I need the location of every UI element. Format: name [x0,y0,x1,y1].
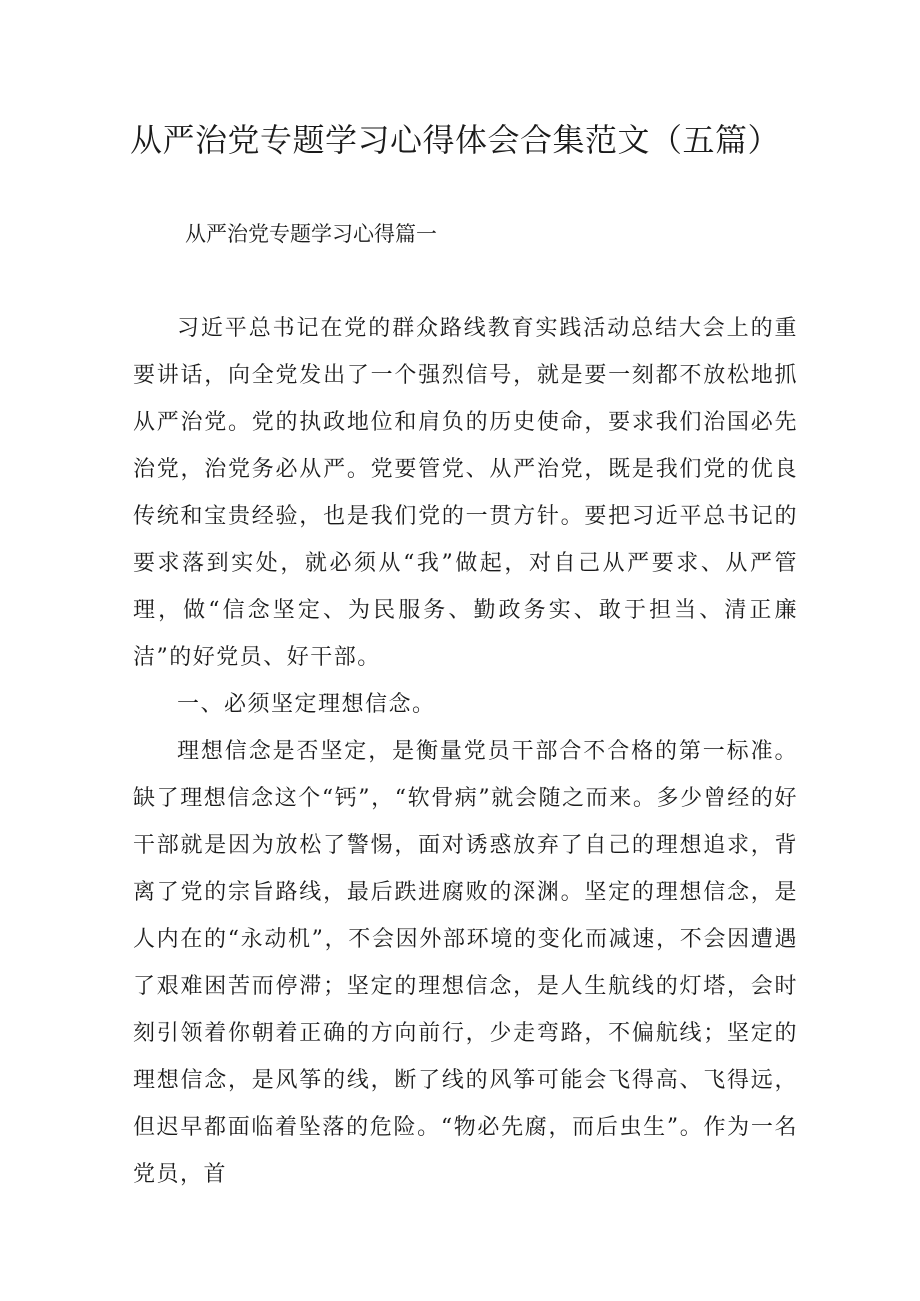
intro-paragraph: 习近平总书记在党的群众路线教育实践活动总结大会上的重要讲话，向全党发出了一个强烈信号，就是要一刻都不放松地抓从严治党。党的执政地位和肩负的历史使命，要求我们治国必先治党，治党务必从严。党要管党、从严治党，既是我们党的优良传统和宝贵经验，也是我们党的一贯方针。要把习近平总书记的要求落到实处，就必须从“我”做起，对自己从严要求、从严管理，做“信念坚定、为民服务、勤政务实、敢于担当、清正廉洁”的好党员、好干部。 [133,316,798,670]
article-body [133,305,798,1198]
section-heading: 一、必须坚定理想信念。 [177,692,436,717]
article-subtitle: 从严治党专题学习心得篇一 [185,222,437,246]
document-title: 从严治党专题学习心得体会合集范文（五篇） [130,121,781,159]
section-paragraph: 理想信念是否坚定，是衡量党员干部合不合格的第一标准。缺了理想信念这个“钙”，“软骨病”就会随之而来。多少曾经的好干部就是因为放松了警惕，面对诱惑放弃了自己的理想追求，背离了党的宗旨路线，最后跌进腐败的深渊。坚定的理想信念，是人内在的“永动机”，不会因外部环境的变化而减速，不会因遭遇了艰难困苦而停滞；坚定的理想信念，是人生航线的灯塔，会时刻引领着你朝着正确的方向前行，少走弯路，不偏航线；坚定的理想信念，是风筝的线，断了线的风筝可能会飞得高、飞得远，但迟早都面临着坠落的危险。“物必先腐，而后虫生”。作为一名党员，首 [133,739,798,1187]
